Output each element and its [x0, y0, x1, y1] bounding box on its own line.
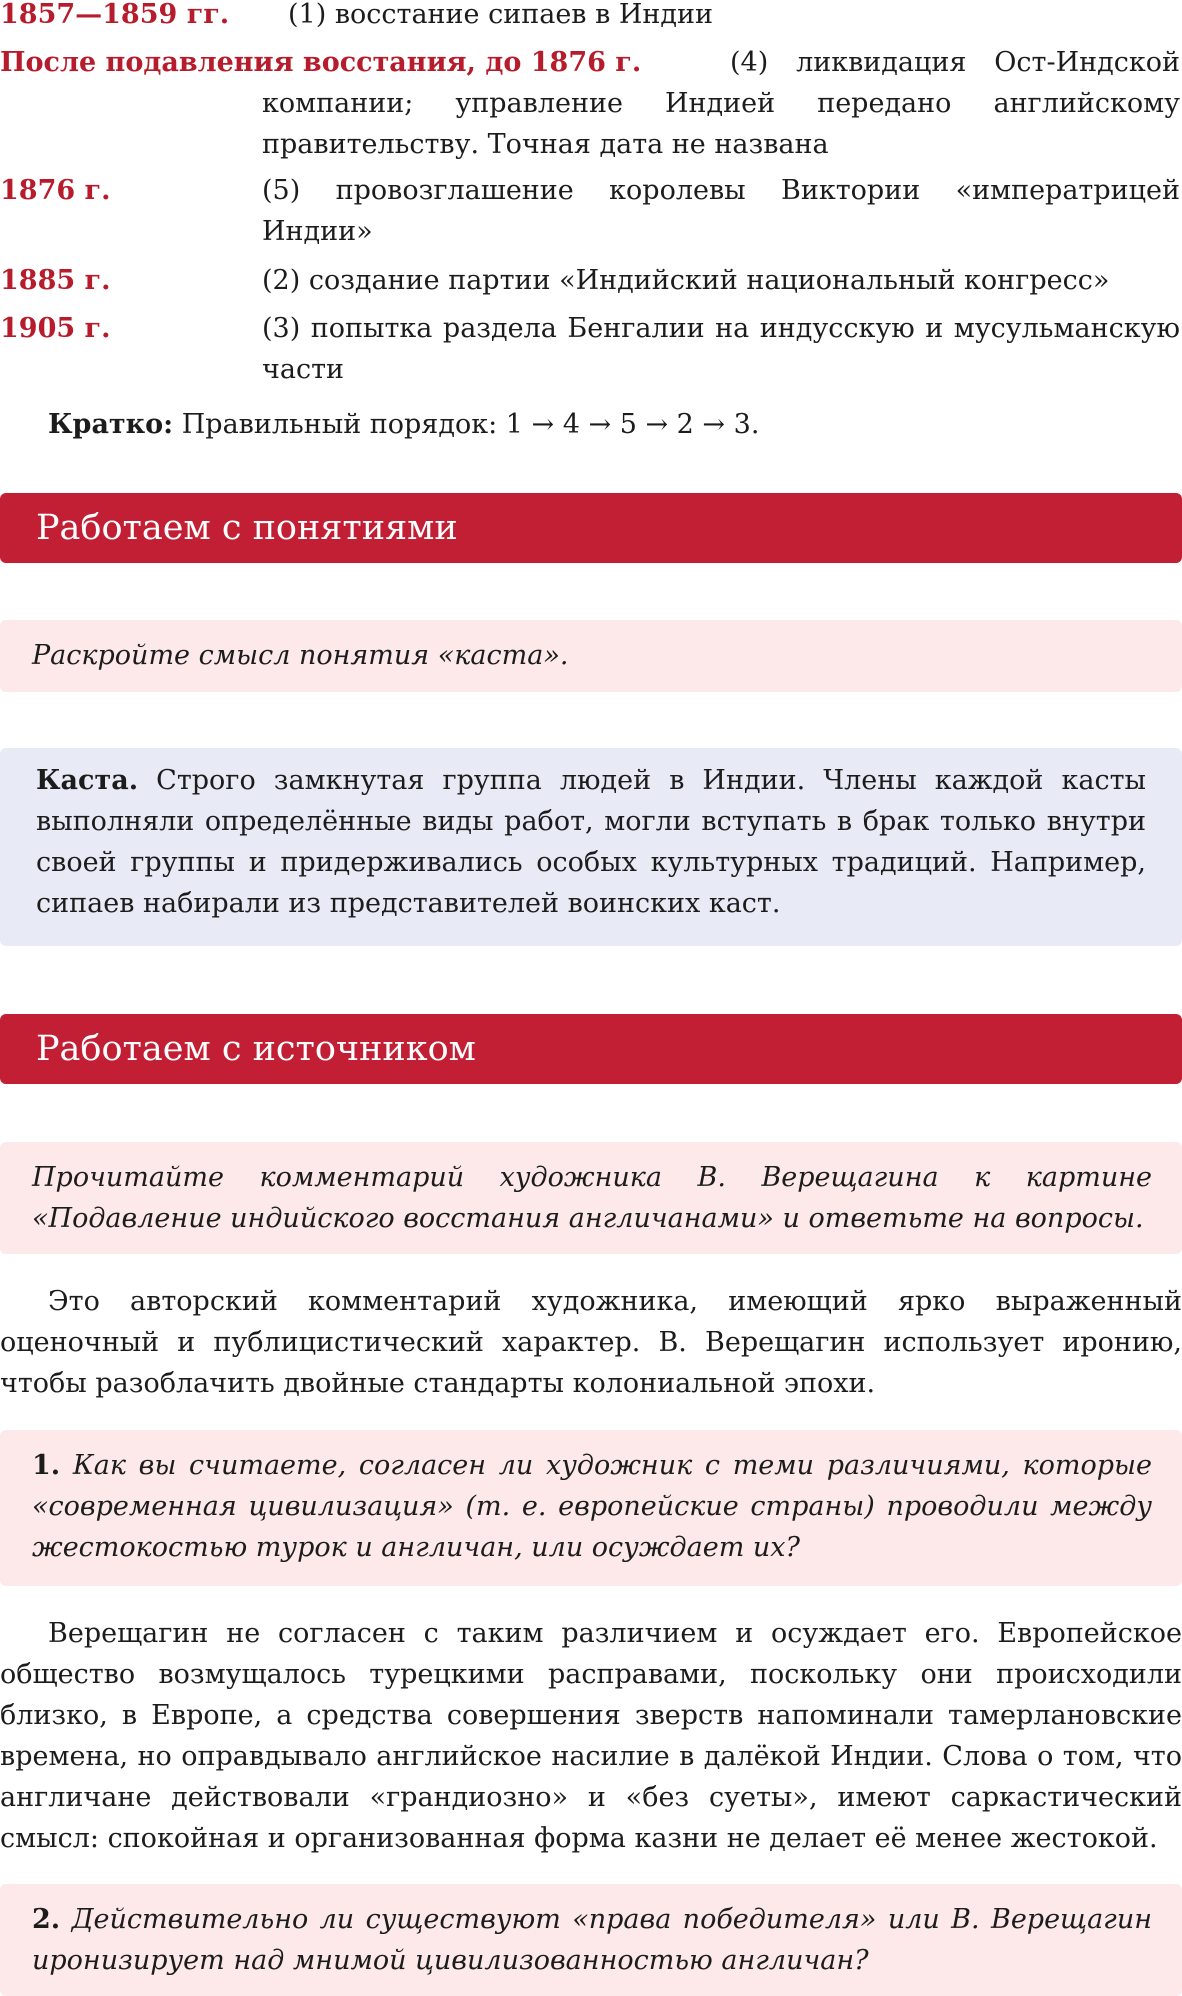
answer-text: Строго замкнутая группа людей в Индии. Члены каждой касты выполняли определённые виды работ, могли вступать в брак только внутри своей группы и придерживались особых культурных традиций. Например, сипаев набирали из представителей воинских каст.: [36, 765, 1146, 919]
section-banner-source: Работаем с источником: [0, 1014, 1182, 1084]
section-banner-concepts: Работаем с понятиями: [0, 493, 1182, 563]
summary: [48, 404, 1178, 445]
timeline-date: 1857—1859 гг.: [0, 0, 230, 30]
task-box-concepts: [0, 620, 1182, 692]
task-box-source: [0, 1142, 1182, 1254]
timeline-event: (2) создание партии «Индийский национальный конгресс»: [262, 265, 1110, 296]
timeline-date: 1885 г.: [0, 265, 111, 296]
timeline-event: (1) восстание сипаев в Индии: [288, 0, 714, 30]
task-text: Раскройте смысл понятия «каста».: [32, 640, 569, 671]
question-number: 2.: [32, 1904, 61, 1935]
task-text: Прочитайте комментарий художника В. Верещагина к картине «Подавление индийского восстания англичанами» и ответьте на вопросы.: [32, 1162, 1152, 1234]
answer-box-concepts: [0, 748, 1182, 946]
timeline-event: (3) попытка раздела Бенгалии на индусскую и мусульманскую части: [262, 313, 1180, 385]
answer-term: Каста.: [36, 765, 139, 796]
question-number: 1.: [32, 1450, 61, 1481]
question-text: Действительно ли существуют «права победителя» или В. Верещагин иронизирует над мнимой цивилизованностью англичан?: [32, 1904, 1152, 1976]
timeline-event: (4) ликвидация Ост-Индской компании; управление Индией передано английскому правительству. Точная дата не названа: [262, 47, 1180, 160]
intro-paragraph: Это авторский комментарий художника, имеющий ярко выраженный оценочный и публицистический характер. В. Верещагин использует иронию, чтобы разоблачить двойные стандарты колониальной эпохи.: [0, 1286, 1182, 1399]
timeline-date: 1905 г.: [0, 313, 111, 344]
timeline-event: (5) провозглашение королевы Виктории «императрицей Индии»: [262, 175, 1180, 247]
summary-label: Кратко:: [48, 409, 174, 440]
question-box-1: [0, 1430, 1182, 1586]
answer-paragraph-1: Верещагин не согласен с таким различием и осуждает его. Европейское общество возмущалось турецкими расправами, поскольку они происходили близко, в Европе, а средства совершения зверств напоминали тамерлановские времена, но оправдывало английское насилие в далёкой Индии. Слова о том, что англичане действовали «грандиозно» и «без суеты», имеют саркастический смысл: спокойная и организованная форма казни не делает её менее жестокой.: [0, 1618, 1182, 1854]
summary-text: Правильный порядок: 1 → 4 → 5 → 2 → 3.: [181, 409, 760, 440]
timeline-date: 1876 г.: [0, 175, 111, 206]
timeline-date: После подавления восстания, до 1876 г.: [0, 47, 642, 78]
question-box-2: [0, 1884, 1182, 1996]
question-text: Как вы считаете, согласен ли художник с теми различиями, которые «современная цивилизация» (т. е. европейские страны) проводили между жестокостью турок и англичан, или осуждает их?: [32, 1450, 1152, 1563]
